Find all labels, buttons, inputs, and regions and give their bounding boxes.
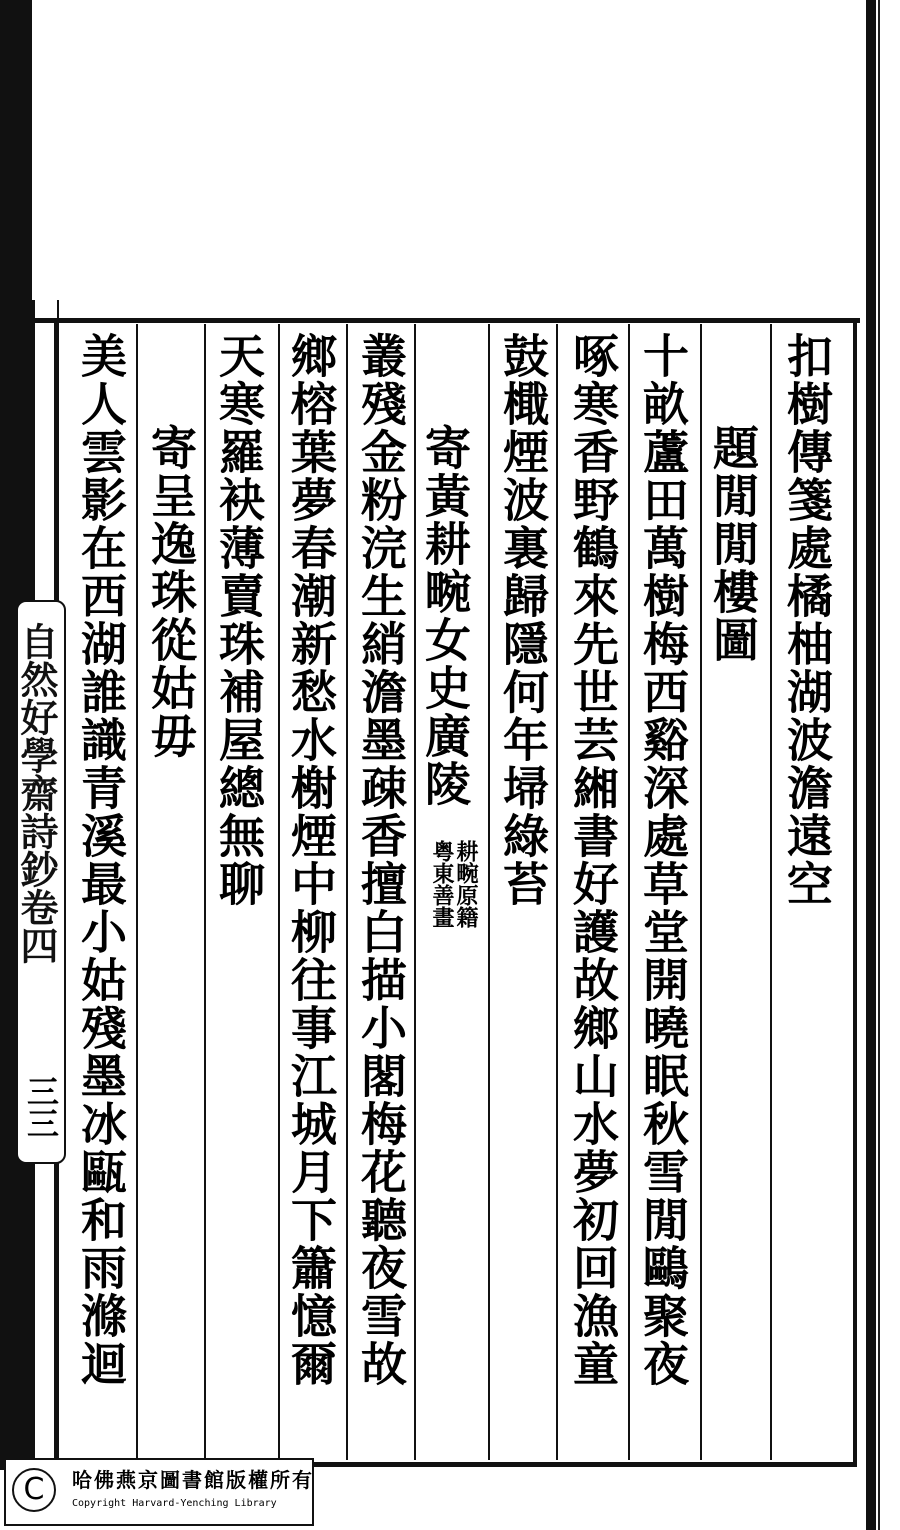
page-right-edge xyxy=(866,0,876,1530)
text-column-8: 鄉榕葉夢春潮新愁水榭煙中柳往事江城月下簫憶爾 xyxy=(284,332,338,1388)
annotation-line-2: 粤東善畫 xyxy=(429,840,455,928)
copyright-text-english: Copyright Harvard-Yenching Library xyxy=(72,1498,277,1509)
text-column-4: 啄寒香野鶴來先世芸緗書好護故鄉山水夢初回漁童 xyxy=(566,332,620,1388)
text-column-2: 題閒閒樓圖 xyxy=(706,424,760,664)
column-rule xyxy=(204,324,206,1460)
text-column-6-title: 寄黃耕畹女史廣陵 xyxy=(418,424,472,808)
text-column-3: 十畝蘆田萬樹梅西谿深處草堂開曉眠秋雪閒鷗聚夜 xyxy=(636,332,690,1388)
text-column-7: 叢殘金粉浣生綃澹墨疎香擅白描小閣梅花聽夜雪故 xyxy=(354,332,408,1388)
text-column-11: 美人雲影在西湖誰識青溪最小姑殘墨冰甌和雨滌迴 xyxy=(74,332,128,1388)
annotation-line-1: 耕畹原籍 xyxy=(453,840,479,928)
copyright-text-chinese: 哈佛燕京圖書館版權所有 xyxy=(72,1468,314,1492)
column-rule xyxy=(136,324,138,1460)
text-column-1: 扣樹傳箋處橘柚湖波澹遠空 xyxy=(780,332,834,908)
text-column-5: 鼓檝煙波裏歸隱何年埽綠苔 xyxy=(496,332,550,908)
text-column-9: 天寒羅袂薄賣珠補屋總無聊 xyxy=(212,332,266,908)
column-rule xyxy=(488,324,490,1460)
page-number: 三三 xyxy=(22,1075,60,1139)
column-rule xyxy=(700,324,702,1460)
column-rule xyxy=(628,324,630,1460)
column-rule xyxy=(278,324,280,1460)
column-rule xyxy=(556,324,558,1460)
copyright-icon: C xyxy=(12,1468,56,1512)
text-column-10-title: 寄呈逸珠從姑毋 xyxy=(144,424,198,760)
column-rule xyxy=(770,324,772,1460)
book-title: 自然好學齋詩鈔卷四 xyxy=(14,622,59,964)
column-rule xyxy=(346,324,348,1460)
page-right-margin xyxy=(878,0,900,1530)
